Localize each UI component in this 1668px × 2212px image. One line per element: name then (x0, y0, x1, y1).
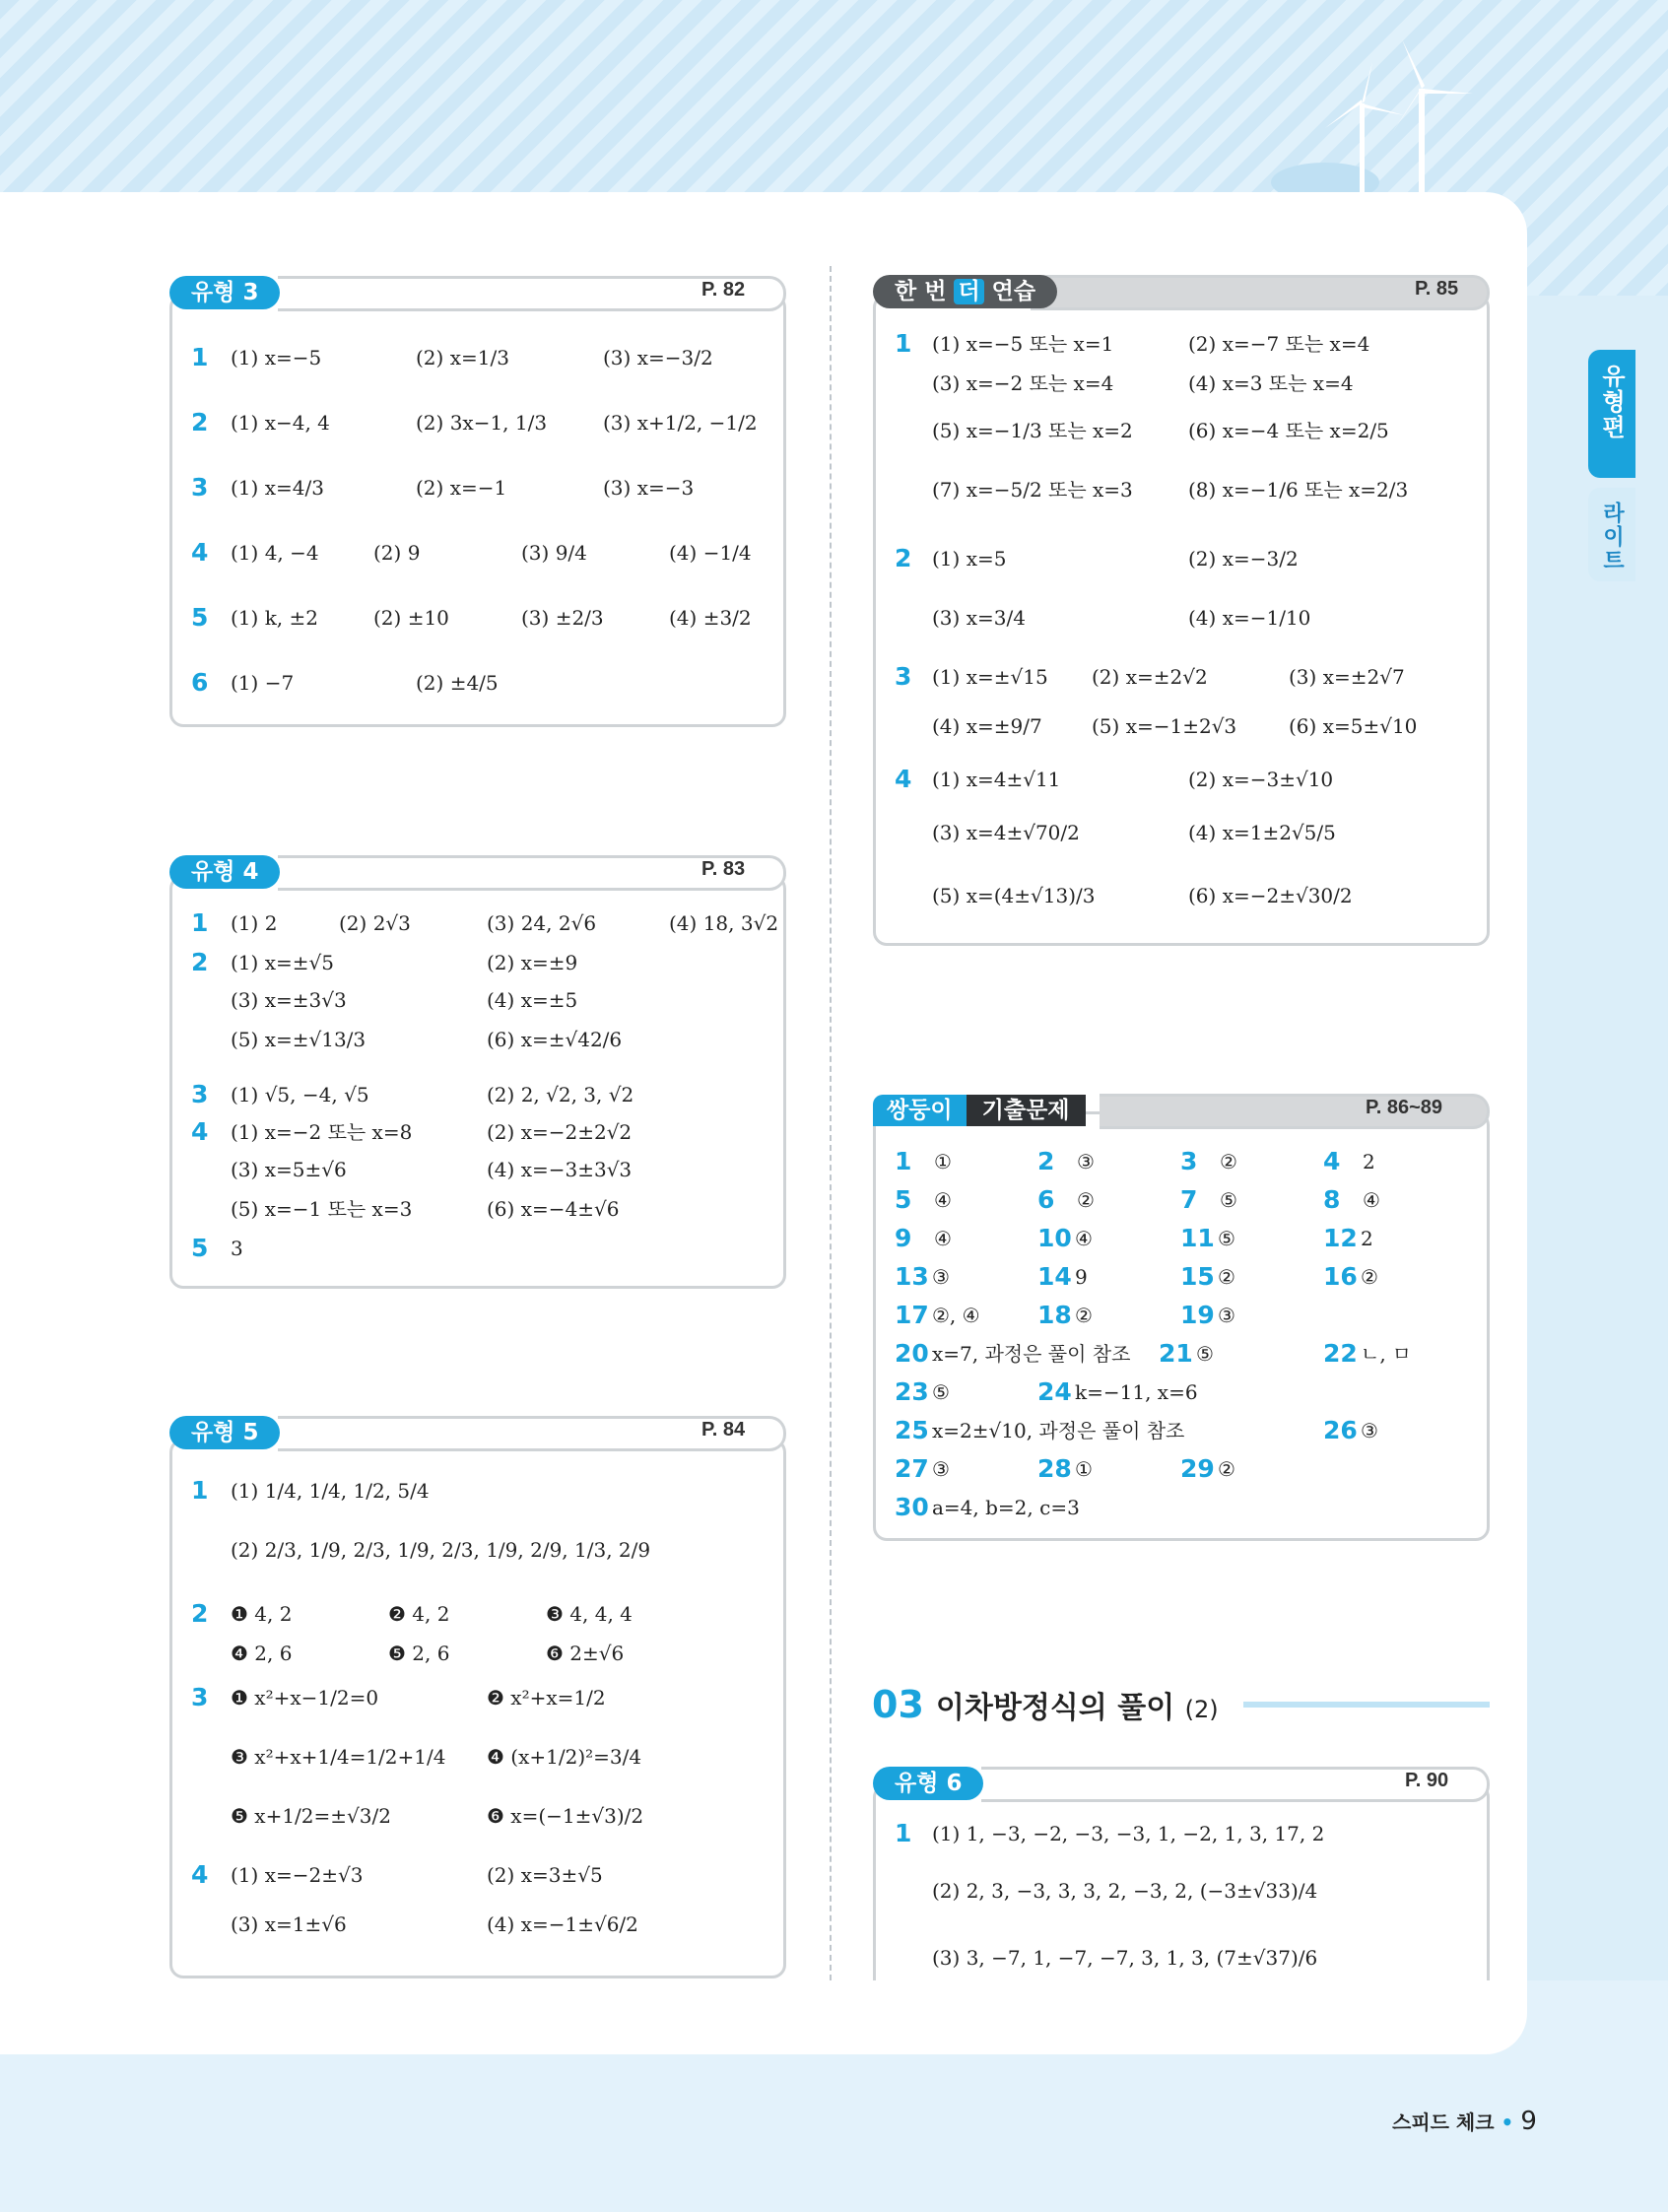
twin-answer: 2 (1361, 1227, 1373, 1250)
practice-header (873, 275, 1490, 308)
twin-answer: ③ (932, 1457, 950, 1481)
twin-number: 19 (1180, 1301, 1215, 1329)
practice-answer: (8) x=−1/6 또는 x=2/3 (1188, 478, 1409, 502)
type3-answer: (1) x−4, 4 (231, 411, 330, 435)
type4-answer: 3 (231, 1237, 243, 1260)
type3-number: 5 (191, 603, 209, 632)
type3-answer: (4) −1/4 (669, 541, 752, 565)
type3-title: 유형 3 (169, 276, 280, 309)
type3-answer: (1) 4, −4 (231, 541, 319, 565)
twin-answer: x=7, 과정은 풀이 참조 (932, 1342, 1131, 1366)
twin-number: 4 (1323, 1147, 1341, 1175)
type3-answer: (1) k, ±2 (231, 606, 319, 630)
twin-answer: ②, ④ (932, 1304, 980, 1327)
type5-answer: ❻ x=(−1±√3)/2 (487, 1804, 644, 1828)
type5-answer: (1) 1/4, 1/4, 1/2, 5/4 (231, 1479, 430, 1503)
twin-answer: k=−11, x=6 (1075, 1380, 1198, 1404)
twin-answer: ② (1220, 1150, 1237, 1173)
twin-answer: ② (1075, 1304, 1093, 1327)
type5-answer: (2) x=3±√5 (487, 1863, 603, 1887)
side-tab-main[interactable]: 유형편 (1588, 350, 1635, 478)
twin-number: 30 (895, 1493, 929, 1521)
twin-number: 25 (895, 1416, 929, 1444)
practice-answer: (5) x=(4±√13)/3 (932, 884, 1096, 907)
type4-title: 유형 4 (169, 855, 280, 889)
twin-answer: ② (1218, 1457, 1235, 1481)
type3-answer: (1) −7 (231, 671, 295, 695)
twin-number: 15 (1180, 1262, 1215, 1291)
type4-answer: (6) x=−4±√6 (487, 1197, 620, 1221)
twin-answer: ⑤ (932, 1380, 950, 1404)
twin-answer: ① (1075, 1457, 1093, 1481)
practice-answer: (1) x=4±√11 (932, 768, 1061, 791)
twin-title: 쌍둥이 기출문제 (873, 1094, 1086, 1127)
type4-answer: (4) x=−3±3√3 (487, 1158, 633, 1181)
practice-answer: (1) x=−5 또는 x=1 (932, 332, 1114, 356)
practice-number: 3 (895, 662, 912, 691)
type5-answer: ❹ (x+1/2)²=3/4 (487, 1745, 642, 1769)
twin-answer: 2 (1363, 1150, 1375, 1173)
twin-answer: ③ (1218, 1304, 1235, 1327)
type4-answer: (6) x=±√42/6 (487, 1028, 623, 1051)
type4-answer: (4) 18, 3√2 (669, 911, 779, 935)
type4-answer: (4) x=±5 (487, 988, 578, 1012)
twin-number: 1 (895, 1147, 912, 1175)
type3-answer: (3) x=−3 (603, 476, 695, 500)
type3-number: 3 (191, 473, 209, 502)
practice-answer: (2) x=±2√2 (1092, 665, 1208, 689)
type3-answer: (1) x=−5 (231, 346, 322, 369)
type5-number: 2 (191, 1599, 209, 1628)
practice-answer: (7) x=−5/2 또는 x=3 (932, 478, 1133, 502)
type6-page: P. 90 (1405, 1770, 1449, 1791)
twin-answer: ② (1077, 1188, 1095, 1212)
practice-title: 한 번 더 연습 (873, 275, 1057, 308)
twin-number: 9 (895, 1224, 912, 1252)
type5-number: 3 (191, 1683, 209, 1711)
section-title-rule (1243, 1702, 1490, 1708)
practice-answer: (6) x=−2±√30/2 (1188, 884, 1353, 907)
type5-answer: (1) x=−2±√3 (231, 1863, 364, 1887)
twin-answer: x=2±√10, 과정은 풀이 참조 (932, 1419, 1185, 1442)
twin-number: 10 (1037, 1224, 1072, 1252)
type4-header (169, 855, 786, 889)
type5-answer: ❻ 2±√6 (546, 1642, 625, 1665)
type5-answer: ❷ x²+x=1/2 (487, 1686, 606, 1709)
type4-answer: (2) x=±9 (487, 951, 578, 974)
twin-number: 20 (895, 1339, 929, 1368)
twin-answer: ③ (1077, 1150, 1095, 1173)
type3-answer: (2) x=−1 (416, 476, 507, 500)
side-tab-sub[interactable]: 라이트 (1588, 488, 1635, 581)
twin-number: 5 (895, 1185, 912, 1214)
type5-answer: ❸ 4, 4, 4 (546, 1602, 633, 1626)
type5-answer: ❷ 4, 2 (388, 1602, 450, 1626)
twin-number: 12 (1323, 1224, 1358, 1252)
twin-answer: ④ (934, 1227, 952, 1250)
twin-number: 2 (1037, 1147, 1055, 1175)
type3-answer: (3) ±2/3 (521, 606, 604, 630)
twin-number: 14 (1037, 1262, 1072, 1291)
practice-answer: (5) x=−1±2√3 (1092, 714, 1237, 738)
twin-answer: ⑤ (1196, 1342, 1214, 1366)
type4-answer: (1) x=−2 또는 x=8 (231, 1120, 413, 1144)
twin-number: 16 (1323, 1262, 1358, 1291)
twin-number: 11 (1180, 1224, 1215, 1252)
twin-number: 28 (1037, 1454, 1072, 1483)
type3-answer: (1) x=4/3 (231, 476, 324, 500)
type4-answer: (2) 2√3 (339, 911, 411, 935)
type6-header (873, 1767, 1490, 1800)
practice-answer: (4) x=1±2√5/5 (1188, 821, 1336, 844)
type3-page: P. 82 (701, 279, 746, 301)
type5-page: P. 84 (701, 1419, 746, 1441)
twin-answer: ④ (1075, 1227, 1093, 1250)
type3-number: 1 (191, 343, 209, 371)
twin-answer: ④ (1363, 1188, 1380, 1212)
type5-number: 4 (191, 1860, 209, 1889)
type4-answer: (3) x=5±√6 (231, 1158, 347, 1181)
type6-answer: (1) 1, −3, −2, −3, −3, 1, −2, 1, 3, 17, 2 (932, 1822, 1325, 1845)
type6-number: 1 (895, 1819, 912, 1847)
twin-answer: ③ (932, 1265, 950, 1289)
type3-answer: (3) 9/4 (521, 541, 587, 565)
twin-number: 24 (1037, 1377, 1072, 1406)
twin-number: 27 (895, 1454, 929, 1483)
type3-answer: (2) x=1/3 (416, 346, 509, 369)
type5-answer: ❺ 2, 6 (388, 1642, 450, 1665)
page-number: 9 (1520, 2107, 1537, 2136)
section-number: 03 (872, 1683, 924, 1726)
practice-answer: (1) x=±√15 (932, 665, 1048, 689)
twin-number: 22 (1323, 1339, 1358, 1368)
type5-answer: (4) x=−1±√6/2 (487, 1912, 638, 1936)
practice-number: 1 (895, 329, 912, 358)
type6-answer: (3) 3, −7, 1, −7, −7, 3, 1, 3, (7±√37)/6 (932, 1946, 1318, 1970)
type3-answer: (4) ±3/2 (669, 606, 752, 630)
type5-answer: (2) 2/3, 1/9, 2/3, 1/9, 2/3, 1/9, 2/9, 1/3, 2/9 (231, 1538, 651, 1562)
twin-number: 13 (895, 1262, 929, 1291)
twin-number: 7 (1180, 1185, 1198, 1214)
twin-number: 23 (895, 1377, 929, 1406)
twin-answer: ① (934, 1150, 952, 1173)
practice-answer: (3) x=3/4 (932, 606, 1026, 630)
type5-answer: ❹ 2, 6 (231, 1642, 293, 1665)
twin-number: 6 (1037, 1185, 1055, 1214)
type6-answer: (2) 2, 3, −3, 3, 3, 2, −3, 2, (−3±√33)/4 (932, 1879, 1318, 1903)
practice-answer: (3) x=±2√7 (1289, 665, 1405, 689)
practice-number: 2 (895, 544, 912, 572)
type3-answer: (2) ±10 (373, 606, 449, 630)
type4-answer: (1) x=±√5 (231, 951, 334, 974)
practice-answer: (4) x=±9/7 (932, 714, 1042, 738)
wind-turbine-illustration (1266, 34, 1493, 192)
twin-answer: ② (1361, 1265, 1378, 1289)
practice-page: P. 85 (1415, 278, 1459, 300)
twin-answer: ③ (1361, 1419, 1378, 1442)
type4-page: P. 83 (701, 858, 746, 880)
twin-answer: ⑤ (1220, 1188, 1237, 1212)
type4-number: 5 (191, 1234, 209, 1262)
type5-header (169, 1416, 786, 1449)
type3-number: 6 (191, 668, 209, 697)
practice-answer: (6) x=5±√10 (1289, 714, 1418, 738)
column-divider (830, 266, 832, 1980)
type3-answer: (2) 3x−1, 1/3 (416, 411, 548, 435)
practice-answer: (1) x=5 (932, 547, 1007, 570)
twin-answer: ④ (934, 1188, 952, 1212)
practice-answer: (5) x=−1/3 또는 x=2 (932, 419, 1133, 442)
type4-number: 3 (191, 1080, 209, 1108)
twin-page: P. 86~89 (1366, 1097, 1443, 1118)
practice-answer: (3) x=4±√70/2 (932, 821, 1080, 844)
twin-answer: ㄴ, ㅁ (1361, 1342, 1412, 1366)
type4-answer: (2) 2, √2, 3, √2 (487, 1083, 634, 1106)
twin-number: 29 (1180, 1454, 1215, 1483)
practice-answer: (6) x=−4 또는 x=2/5 (1188, 419, 1389, 442)
twin-number: 26 (1323, 1416, 1358, 1444)
type3-answer: (3) x=−3/2 (603, 346, 713, 369)
type3-answer: (3) x+1/2, −1/2 (603, 411, 758, 435)
practice-answer: (2) x=−3/2 (1188, 547, 1299, 570)
type4-answer: (5) x=±√13/3 (231, 1028, 367, 1051)
type3-number: 2 (191, 408, 209, 436)
type4-answer: (1) √5, −4, √5 (231, 1083, 369, 1106)
type3-answer: (2) 9 (373, 541, 421, 565)
type5-answer: ❶ x²+x−1/2=0 (231, 1686, 379, 1709)
type4-answer: (5) x=−1 또는 x=3 (231, 1197, 413, 1221)
twin-number: 17 (895, 1301, 929, 1329)
twin-number: 3 (1180, 1147, 1198, 1175)
practice-number: 4 (895, 765, 912, 793)
type4-answer: (2) x=−2±2√2 (487, 1120, 633, 1144)
type4-number: 4 (191, 1117, 209, 1146)
twin-answer: 9 (1075, 1265, 1088, 1289)
type5-answer: ❸ x²+x+1/4=1/2+1/4 (231, 1745, 446, 1769)
practice-answer: (2) x=−7 또는 x=4 (1188, 332, 1370, 356)
type4-number: 1 (191, 908, 209, 937)
page-footer: 스피드 체크 • 9 (1392, 2107, 1537, 2136)
twin-number: 8 (1323, 1185, 1341, 1214)
type4-number: 2 (191, 948, 209, 976)
type6-title: 유형 6 (873, 1767, 983, 1800)
twin-answer: ⑤ (1218, 1227, 1235, 1250)
practice-answer: (4) x=−1/10 (1188, 606, 1311, 630)
type5-title: 유형 5 (169, 1416, 280, 1449)
twin-answer: ② (1218, 1265, 1235, 1289)
type5-answer: (3) x=1±√6 (231, 1912, 347, 1936)
type4-answer: (3) x=±3√3 (231, 988, 347, 1012)
type5-answer: ❺ x+1/2=±√3/2 (231, 1804, 391, 1828)
type5-number: 1 (191, 1476, 209, 1505)
twin-number: 18 (1037, 1301, 1072, 1329)
type4-answer: (1) 2 (231, 911, 278, 935)
twin-number: 21 (1159, 1339, 1193, 1368)
type3-header (169, 276, 786, 309)
section-title: 03 이차방정식의 풀이 (2) (872, 1683, 1219, 1726)
twin-header (873, 1094, 1490, 1127)
practice-answer: (3) x=−2 또는 x=4 (932, 371, 1114, 395)
practice-answer: (4) x=3 또는 x=4 (1188, 371, 1354, 395)
type4-answer: (3) 24, 2√6 (487, 911, 597, 935)
twin-answer: a=4, b=2, c=3 (932, 1496, 1080, 1519)
type3-number: 4 (191, 538, 209, 567)
practice-answer: (2) x=−3±√10 (1188, 768, 1334, 791)
type5-answer: ❶ 4, 2 (231, 1602, 293, 1626)
type3-answer: (2) ±4/5 (416, 671, 499, 695)
